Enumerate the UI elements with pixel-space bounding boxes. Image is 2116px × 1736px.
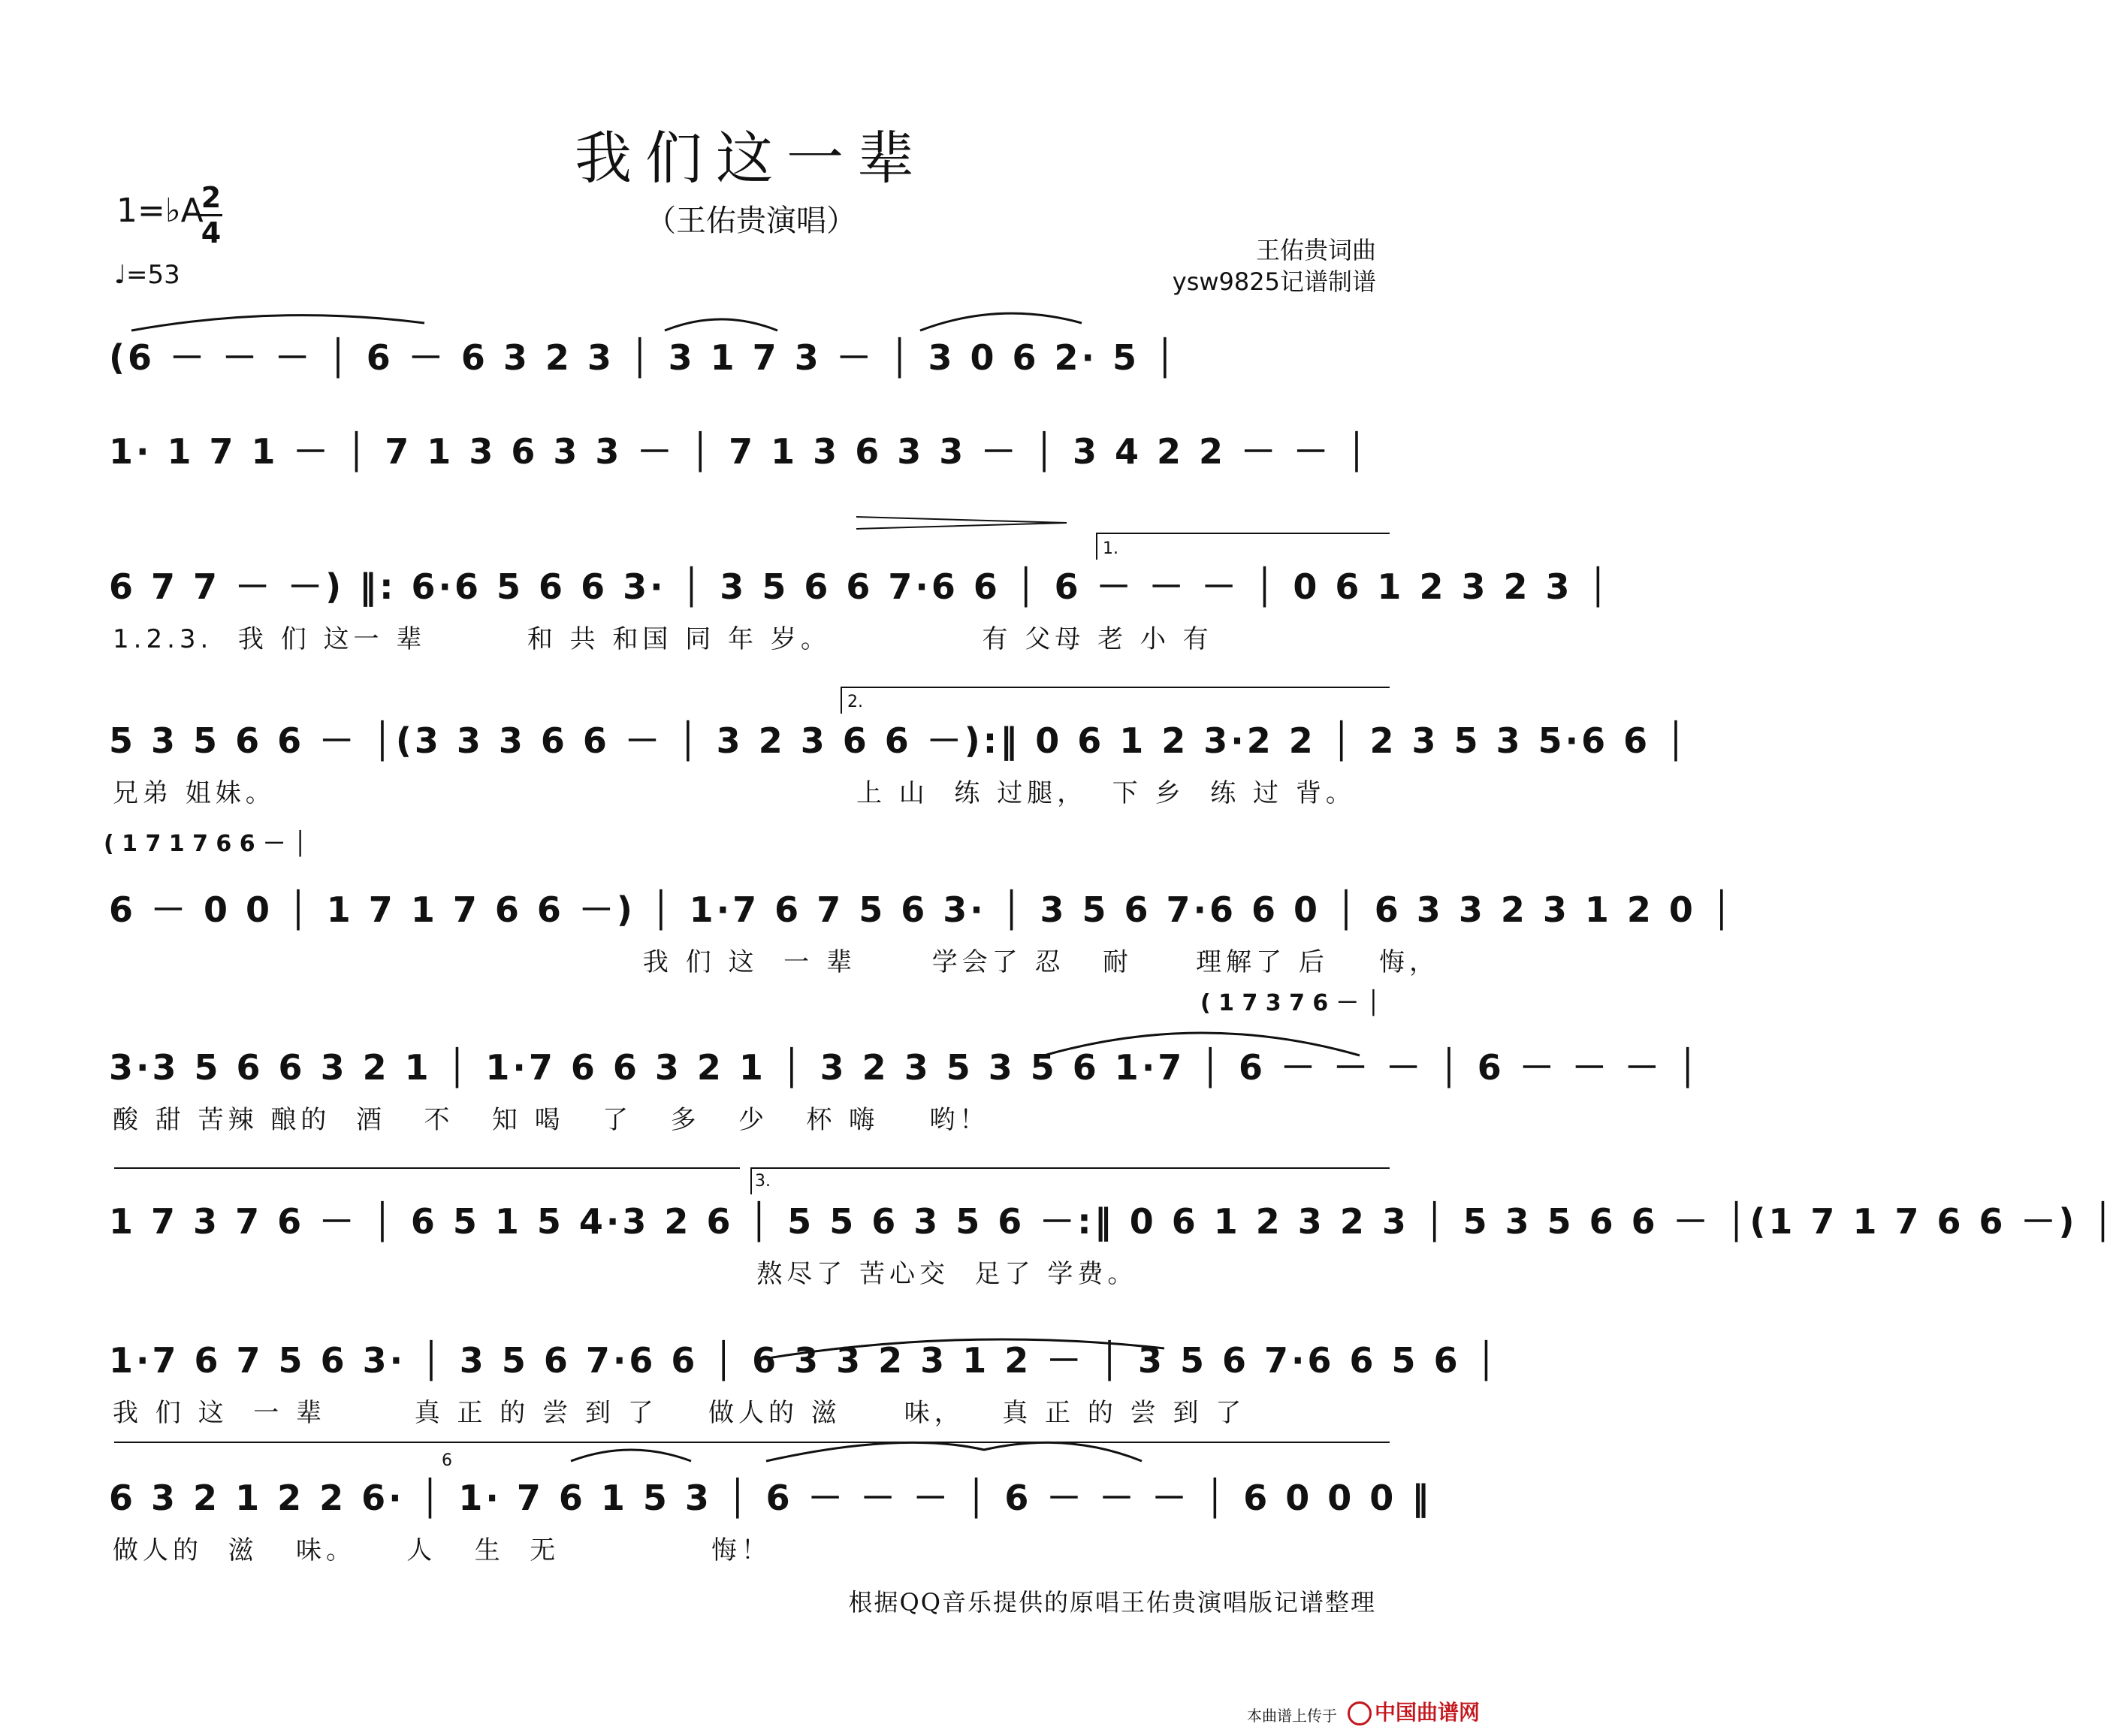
cue-bar-a: ( 1 7 1 7 6 6 － │ [104,831,307,857]
lyrics: 1.2.3. 我 们 这一 辈 和 共 和国 同 年 岁。 有 父母 老 小 有 [113,624,1213,654]
composer-credit: 王佑贵词曲 [1255,236,1376,264]
lyrics: 兄弟 姐妹。 上 山 练 过腿， 下 乡 练 过 背。 [113,778,1356,808]
slur-mark [759,1339,1164,1360]
notation: 1 7 3 7 6 － │ 6 5 1 5 4·3 2 6 │ 5 5 6 3 5 6 －:‖ 0 6 1 2 3 2 3 │ 5 3 5 6 6 － │(1 7 1 7 6 6 －) │ [109,1201,2116,1242]
slur-mark [1044,1033,1360,1055]
grace-note: 6 [442,1451,452,1470]
decrescendo-mark [856,517,1067,529]
volta-2-bracket [841,687,1390,714]
lyrics: 熬尽了 苦心交 足了 学费。 [113,1259,1138,1289]
notation: 3·3 5 6 6 3 2 1 │ 1·7 6 6 3 2 1 │ 3 2 3 5 3 5 6 1·7 │ 6 － － － │ 6 － － － │ [109,1047,1701,1088]
slur-mark [920,313,1082,331]
source-note: 根据QQ音乐提供的原唱王佑贵演唱版记谱整理 [848,1588,1376,1617]
volta-3-bracket [751,1168,1390,1194]
notation: 5 3 5 6 6 － │(3 3 3 6 6 － │ 3 2 3 6 6 －):‖ 0 6 1 2 3·2 2 │ 2 3 5 3 5·6 6 │ [109,720,1689,761]
notation: 1·7 6 7 5 6 3· │ 3 5 6 7·6 6 │ 6 3 3 2 3 1 2 － │ 3 5 6 7·6 6 5 6 │ [109,1340,1500,1381]
slur-mark [131,315,424,331]
key-signature: 1=♭A [116,192,204,230]
slur-mark [766,1442,1142,1461]
notation: 6 7 7 － －) ‖: 6·6 5 6 6 3· │ 3 5 6 6 7·6 6 │ 6 － － － │ 0 6 1 2 3 2 3 │ [109,566,1612,607]
performer-subtitle: （王佑贵演唱） [646,204,856,238]
notation: 6 3 2 1 2 2 6· │ 1· 7 6 1 5 3 │ 6 － － － │ 6 － － － │ 6 0 0 0 ‖ [109,1478,1432,1518]
volta-3-label: 3. [755,1172,771,1191]
site-logo-text: 中国曲谱网 [1374,1700,1480,1725]
lyrics: 酸 甜 苦辣 酿的 酒 不 知 喝 了 多 少 杯 嗨 哟！ [113,1105,990,1135]
tempo-marking: ♩=53 [114,260,180,290]
time-signature-top: 2 [201,181,222,214]
notation: 6 － 0 0 │ 1 7 1 7 6 6 －) │ 1·7 6 7 5 6 3· │ 3 5 6 7·6 6 0 │ 6 3 3 2 3 1 2 0 │ [109,889,1735,930]
time-signature-bottom: 4 [201,216,222,249]
song-title: 我们这一辈 [575,125,928,192]
notation: 1· 1 7 1 － │ 7 1 3 6 3 3 － │ 7 1 3 6 3 3 － │ 3 4 2 2 － － │ [109,431,1370,472]
volta-1-label: 1. [1103,539,1118,558]
lyrics: 做人的 滋 味。 人 生 无 悔！ [113,1535,771,1565]
lyrics: 我 们 这 一 辈 学会了 忍 耐 理解了 后 悔， [113,947,1440,977]
upload-note: 本曲谱上传于 [1247,1707,1337,1725]
logo-icon [1348,1701,1372,1725]
notation: (6 － － － │ 6 － 6 3 2 3 │ 3 1 7 3 － │ 3 0 6 2· 5 │ [109,337,1179,378]
volta-1-bracket [1097,533,1390,560]
cue-bar-b: ( 1 7 3 7 6 － │ [1200,990,1381,1016]
arranger-credit: ysw9825记谱制谱 [1172,267,1376,296]
lyrics: 我 们 这 一 辈 真 正 的 尝 到 了 做人的 滋 味， 真 正 的 尝 到 了 [113,1398,1246,1428]
slur-mark [665,319,777,331]
slur-mark [571,1450,691,1461]
site-logo[interactable] [1348,1696,1480,1726]
volta-2-label: 2. [847,693,863,711]
